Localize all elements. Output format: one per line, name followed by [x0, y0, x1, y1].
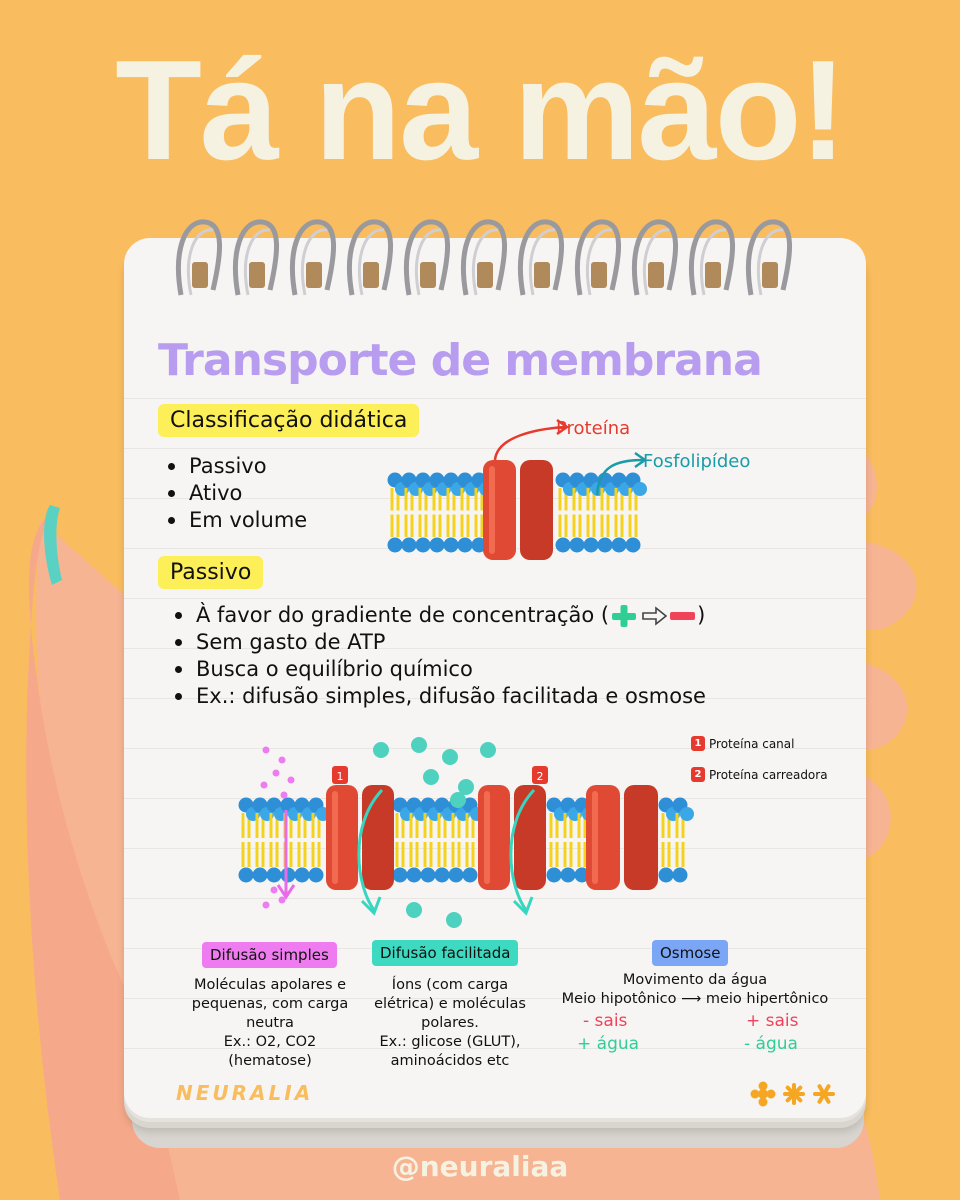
- phospholipid-head: [626, 538, 641, 553]
- label-protein: Proteína: [556, 418, 631, 439]
- molecule-dot: [263, 747, 270, 754]
- membrane-protein: [483, 460, 553, 560]
- osmose-left-agua: + água: [577, 1034, 640, 1054]
- phospholipid-tail: [411, 813, 417, 867]
- decorative-flowers-icon: [750, 1080, 840, 1108]
- phospholipid-head: [561, 868, 576, 883]
- phospholipid-tail: [257, 813, 263, 867]
- phospholipid-tail: [406, 488, 412, 537]
- phospholipid-tail: [448, 488, 454, 537]
- phospholipid-head: [458, 538, 473, 553]
- phospholipid-tail: [313, 813, 319, 867]
- phospholipid-tail: [243, 813, 249, 867]
- ion-dot: [480, 742, 496, 758]
- desc-difusao-facilitada: Íons (com carga elétrica) e moléculas polares. Ex.: glicose (GLUT), aminoácidos etc: [374, 977, 526, 1069]
- list-item: Ativo: [168, 480, 307, 507]
- phospholipid-tail: [425, 813, 431, 867]
- phospholipid-head: [402, 538, 417, 553]
- phospholipid-tail: [551, 813, 557, 867]
- phospholipid-head: [570, 538, 585, 553]
- social-handle: @neuraliaa: [391, 1150, 569, 1183]
- phospholipid-tail: [630, 488, 636, 537]
- molecule-dot: [279, 757, 286, 764]
- phospholipid-head: [421, 868, 436, 883]
- phospholipid-tail: [574, 488, 580, 537]
- list-item: Ex.: difusão simples, difusão facilitada e osmose: [175, 683, 706, 710]
- section-heading-classificacao: Classificação didática: [158, 404, 419, 437]
- molecule-dot: [288, 777, 295, 784]
- phospholipid-head: [444, 538, 459, 553]
- spiral-ring: [292, 222, 333, 295]
- page-title: Transporte de membrana: [158, 335, 762, 386]
- phospholipid-tail: [616, 488, 622, 537]
- classificacao-list: [168, 453, 307, 534]
- phospholipid-tail: [677, 813, 683, 867]
- phospholipid-head: [407, 868, 422, 883]
- phospholipid-tail: [579, 813, 585, 867]
- ion-dot: [442, 749, 458, 765]
- list-item: À favor do gradiente de concentração ( ): [175, 602, 706, 629]
- brand-logo: NEURALIA: [176, 1081, 314, 1105]
- tag-difusao-simples: Difusão simples: [202, 942, 337, 968]
- molecule-dot: [263, 902, 270, 909]
- spiral-ring: [748, 222, 789, 295]
- phospholipid-tail: [392, 488, 398, 537]
- list-item: Em volume: [168, 507, 307, 534]
- tag-osmose: Osmose: [652, 940, 728, 966]
- gradient-plus-to-minus-icon: [610, 605, 696, 627]
- desc-difusao-simples: Moléculas apolares e pequenas, com carga neutra Ex.: O2, CO2 (hematose): [191, 977, 349, 1069]
- phospholipid-head: [393, 868, 408, 883]
- phospholipid-head: [309, 868, 324, 883]
- phospholipid-tail: [476, 488, 482, 537]
- phospholipid-head: [680, 807, 694, 821]
- phospholipid-head: [388, 538, 403, 553]
- protein-number-badge: [332, 766, 348, 784]
- ion-dot: [423, 769, 439, 785]
- spiral-ring: [520, 222, 561, 295]
- phospholipid-tail: [271, 813, 277, 867]
- osmose-right-sais: + sais: [746, 1011, 799, 1031]
- list-item: Passivo: [168, 453, 307, 480]
- phospholipid-tail: [420, 488, 426, 537]
- molecule-dot: [261, 782, 268, 789]
- phospholipid-head: [556, 538, 571, 553]
- phospholipid-head: [449, 868, 464, 883]
- phospholipid-head: [295, 868, 310, 883]
- spiral-ring: [463, 222, 504, 295]
- phospholipid-head: [416, 538, 431, 553]
- phospholipid-head: [584, 538, 599, 553]
- spiral-ring: [235, 222, 276, 295]
- molecule-dot: [281, 792, 288, 799]
- molecule-dot: [273, 770, 280, 777]
- phospholipid-head: [281, 868, 296, 883]
- protein-number-badge: [532, 766, 548, 784]
- phospholipid-head: [633, 482, 647, 496]
- phospholipid-tail: [434, 488, 440, 537]
- phospholipid-tail: [397, 813, 403, 867]
- ion-dot: [373, 742, 389, 758]
- phospholipid-head: [659, 868, 674, 883]
- svg-text:2: 2: [536, 770, 544, 783]
- molecule-dot: [279, 897, 286, 904]
- list-item: Sem gasto de ATP: [175, 629, 706, 656]
- spiral-binding: [0, 0, 960, 320]
- phospholipid-head: [463, 868, 478, 883]
- phospholipid-tail: [588, 488, 594, 537]
- desc-osmose: Movimento da água Meio hipotônico ⟶ meio hipertônico: [561, 972, 829, 1007]
- phospholipid-head: [267, 868, 282, 883]
- phospholipid-tail: [560, 488, 566, 537]
- spiral-ring: [178, 222, 219, 295]
- phospholipid-head: [547, 868, 562, 883]
- phospholipid-head: [253, 868, 268, 883]
- spiral-ring: [406, 222, 447, 295]
- spiral-ring: [634, 222, 675, 295]
- section-heading-passivo: Passivo: [158, 556, 263, 589]
- membrane-protein: [586, 785, 658, 890]
- phospholipid-head: [239, 868, 254, 883]
- svg-text:1: 1: [336, 770, 344, 783]
- label-phospholipid: Fosfolipídeo: [643, 451, 751, 472]
- ion-dot: [446, 912, 462, 928]
- phospholipid-tail: [299, 813, 305, 867]
- headline: Tá na mão!: [115, 31, 845, 190]
- phospholipid-tail: [467, 813, 473, 867]
- tag-difusao-facilitada: Difusão facilitada: [372, 940, 518, 966]
- legend-item-1: 1 Proteína canal: [691, 736, 794, 751]
- osmose-left-sais: - sais: [583, 1011, 628, 1031]
- phospholipid-head: [598, 538, 613, 553]
- phospholipid-head: [430, 538, 445, 553]
- spiral-ring: [691, 222, 732, 295]
- phospholipid-tail: [663, 813, 669, 867]
- phospholipid-tail: [453, 813, 459, 867]
- list-item: Busca o equilíbrio químico: [175, 656, 706, 683]
- phospholipid-head: [673, 868, 688, 883]
- phospholipid-tail: [602, 488, 608, 537]
- phospholipid-head: [435, 868, 450, 883]
- molecule-dot: [271, 887, 278, 894]
- passivo-list: [175, 602, 706, 710]
- phospholipid-tail: [462, 488, 468, 537]
- ion-dot: [406, 902, 422, 918]
- osmose-right-agua: - água: [744, 1034, 798, 1054]
- phospholipid-tail: [439, 813, 445, 867]
- phospholipid-head: [612, 538, 627, 553]
- phospholipid-tail: [565, 813, 571, 867]
- ion-dot: [411, 737, 427, 753]
- ion-dot: [450, 792, 466, 808]
- arrow-right-icon: ⟶: [681, 991, 702, 1007]
- legend-item-2: 2 Proteína carreadora: [691, 767, 828, 782]
- spiral-ring: [577, 222, 618, 295]
- membrane-diagram-bottom: [236, 735, 696, 935]
- spiral-ring: [349, 222, 390, 295]
